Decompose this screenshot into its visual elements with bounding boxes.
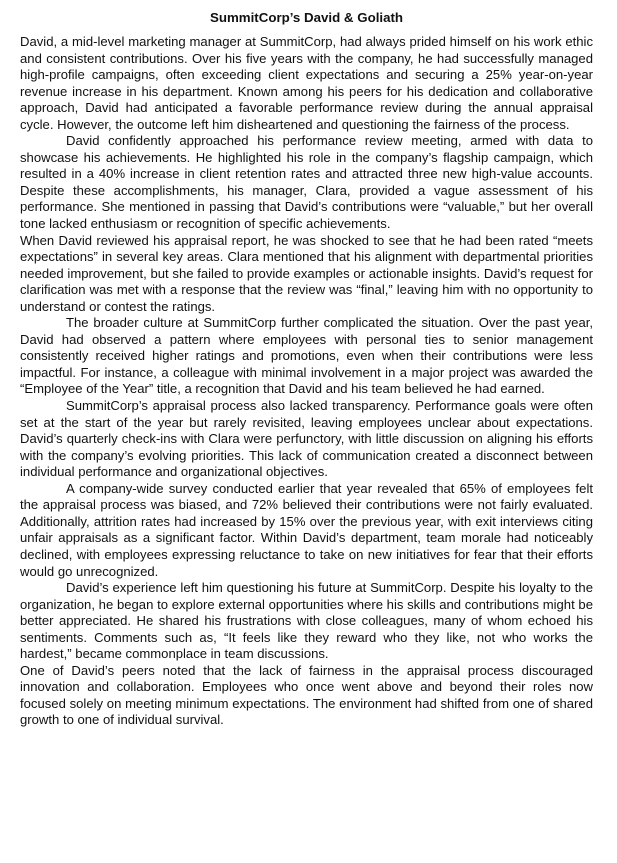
paragraph-1: David, a mid-level marketing manager at SummitCorp, had always prided himself on his work ethic and consistent contributions. Over his five years with the company, he had successfully managed high-profile campaigns, often exceeding client expectations and securing a 25% year-on-year revenue increase in his department. Known among his peers for his dedication and collaborative approach, David had anticipated a favorable performance review during the annual appraisal cycle. However, the outcome left him disheartened and questioning the fairness of the process.: [20, 34, 593, 132]
paragraph-5: SummitCorp’s appraisal process also lacked transparency. Performance goals were often set at the start of the year but rarely revisited, leaving employees unclear about expectations. David’s quarterly check-ins with Clara were perfunctory, with little discussion on aligning his efforts with the company’s evolving priorities. This lack of communication created a disconnect between individual performance and organizational objectives.: [20, 398, 593, 480]
paragraph-4: The broader culture at SummitCorp further complicated the situation. Over the past year, David had observed a pattern where employees with personal ties to senior management consistently received higher ratings and promotions, even when their contributions were less impactful. For instance, a colleague with minimal involvement in a major project was awarded the “Employee of the Year” title, a recognition that David and his team believed he had earned.: [20, 315, 593, 397]
document-title: SummitCorp’s David & Goliath: [209, 10, 404, 25]
paragraph-3: When David reviewed his appraisal report, he was shocked to see that he had been rated “meets expectations” in several key areas. Clara mentioned that his alignment with departmental priorities needed improvement, but she failed to provide examples or actionable insights. David’s request for clarification was met with a response that the review was “final,” leaving him with no opportunity to understand or contest the ratings.: [20, 232, 593, 314]
paragraph-8: One of David’s peers noted that the lack of fairness in the appraisal process discouraged innovation and collaboration. Employees who once went above and beyond their roles now focused solely on meeting minimum expectations. The environment had shifted from one of shared growth to one of individual survival.: [20, 662, 593, 728]
paragraph-7: David’s experience left him questioning his future at SummitCorp. Despite his loyalty to the organization, he began to explore external opportunities where his skills and contributions might be better appreciated. He shared his frustrations with close colleagues, many of whom echoed his sentiments. Comments such as, “It feels like they reward who they like, not who works the hardest,” became commonplace in team discussions.: [20, 580, 593, 662]
document-page: [20, 9, 593, 729]
paragraph-6: A company-wide survey conducted earlier that year revealed that 65% of employees felt the appraisal process was biased, and 72% believed their contributions were not fairly evaluated. Additionally, attrition rates had increased by 15% over the previous year, with exit interviews citing unfair appraisals as a significant factor. Within David’s department, team morale had noticeably declined, with employees expressing reluctance to take on new initiatives for fear that their efforts would go unrecognized.: [20, 480, 593, 579]
paragraph-2: David confidently approached his performance review meeting, armed with data to showcase his achievements. He highlighted his role in the company’s flagship campaign, which resulted in a 40% increase in client retention rates and attracted three new high-value accounts. Despite these accomplishments, his manager, Clara, provided a vague assessment of his performance. She mentioned in passing that David’s contributions were “valuable,” but her overall tone lacked enthusiasm or recognition of specific achievements.: [20, 133, 593, 232]
